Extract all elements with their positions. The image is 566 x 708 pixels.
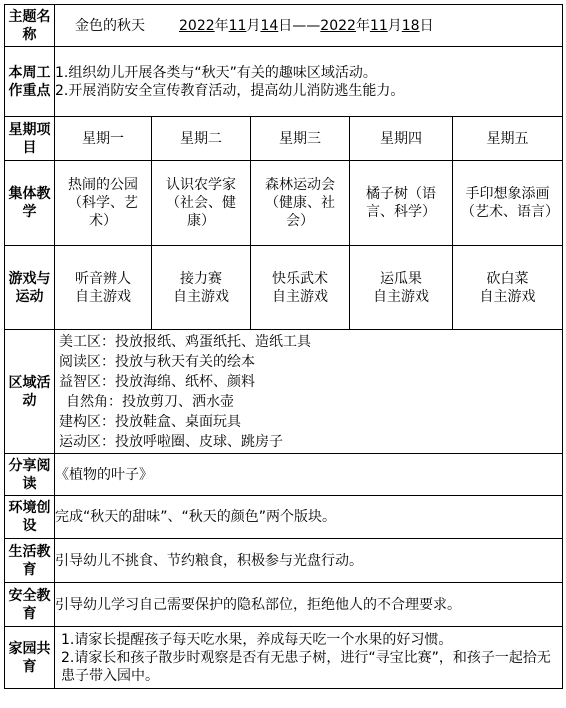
focus-content bbox=[55, 47, 563, 117]
weekday-label: 星期项目 bbox=[5, 117, 55, 161]
group-thursday: 橘子树（语言、科学） bbox=[350, 161, 453, 246]
family-item: 2.请家长和孩子散步时观察是否有无患子树，进行“寻宝比赛”，和孩子一起拾无患子带入园中。 bbox=[61, 649, 551, 684]
area-line: 阅读区：投放与秋天有关的绘本 bbox=[59, 353, 255, 370]
end-month: 11 bbox=[369, 17, 388, 34]
month-char: 月 bbox=[387, 17, 402, 34]
group-wednesday: 森林运动会（健康、社会） bbox=[251, 161, 350, 246]
games-row bbox=[5, 246, 563, 330]
game-type: 自主游戏 bbox=[75, 288, 131, 305]
areas-label: 区域活动 bbox=[5, 330, 55, 454]
day-tuesday: 星期二 bbox=[152, 117, 251, 161]
year-char: 年 bbox=[214, 17, 229, 34]
reading-row bbox=[5, 454, 563, 496]
weekday-row bbox=[5, 117, 563, 161]
day-friday: 星期五 bbox=[453, 117, 563, 161]
focus-row bbox=[5, 47, 563, 117]
focus-label: 本周工作重点 bbox=[5, 47, 55, 117]
day-monday: 星期一 bbox=[55, 117, 152, 161]
life-row bbox=[5, 539, 563, 583]
date-separator: 日—— bbox=[278, 17, 321, 34]
focus-item: 2.开展消防安全宣传教育活动，提高幼儿消防逃生能力。 bbox=[55, 82, 405, 99]
day-wednesday: 星期三 bbox=[251, 117, 350, 161]
start-year: 2022 bbox=[179, 17, 215, 34]
game-type: 自主游戏 bbox=[373, 288, 429, 305]
games-friday bbox=[453, 246, 563, 330]
day-char: 日 bbox=[419, 17, 434, 34]
games-thursday bbox=[350, 246, 453, 330]
end-day: 18 bbox=[401, 17, 420, 34]
game-name: 运瓜果 bbox=[380, 270, 422, 287]
family-row bbox=[5, 627, 563, 689]
day-thursday: 星期四 bbox=[350, 117, 453, 161]
family-content bbox=[55, 627, 563, 689]
game-name: 听音辨人 bbox=[75, 270, 131, 287]
area-line: 美工区：投放报纸、鸡蛋纸托、造纸工具 bbox=[59, 333, 311, 350]
family-label: 家园共育 bbox=[5, 627, 55, 689]
game-type: 自主游戏 bbox=[479, 288, 536, 305]
game-name: 砍白菜 bbox=[486, 270, 529, 287]
theme-row bbox=[5, 5, 563, 47]
game-type: 自主游戏 bbox=[173, 288, 229, 305]
group-monday: 热闹的公园（科学、艺术） bbox=[55, 161, 152, 246]
area-line: 益智区：投放海绵、纸杯、颜料 bbox=[59, 373, 255, 390]
weekly-plan-table bbox=[4, 4, 563, 689]
games-label: 游戏与运动 bbox=[5, 246, 55, 330]
environment-row bbox=[5, 496, 563, 539]
areas-row bbox=[5, 330, 563, 454]
life-label: 生活教育 bbox=[5, 539, 55, 583]
area-line: 建构区：投放鞋盒、桌面玩具 bbox=[59, 413, 241, 430]
theme-title: 金色的秋天 bbox=[75, 17, 145, 34]
area-line: 运动区：投放呼啦圈、皮球、跳房子 bbox=[59, 433, 283, 450]
start-month: 11 bbox=[228, 17, 247, 34]
game-type: 自主游戏 bbox=[272, 288, 328, 305]
environment-label: 环境创设 bbox=[5, 496, 55, 539]
games-wednesday bbox=[251, 246, 350, 330]
games-tuesday bbox=[152, 246, 251, 330]
reading-label: 分享阅读 bbox=[5, 454, 55, 496]
end-year: 2022 bbox=[320, 17, 356, 34]
family-item: 1.请家长提醒孩子每天吃水果，养成每天吃一个水果的好习惯。 bbox=[61, 631, 453, 648]
area-line: 自然角：投放剪刀、洒水壶 bbox=[66, 393, 234, 410]
group-tuesday: 认识农学家（社会、健康） bbox=[152, 161, 251, 246]
month-char: 月 bbox=[246, 17, 261, 34]
life-content: 引导幼儿不挑食、节约粮食，积极参与光盘行动。 bbox=[55, 539, 563, 583]
safety-content: 引导幼儿学习自己需要保护的隐私部位，拒绝他人的不合理要求。 bbox=[55, 583, 563, 627]
theme-content bbox=[55, 5, 563, 47]
theme-label: 主题名称 bbox=[5, 5, 55, 47]
group-friday: 手印想象添画（艺术、语言） bbox=[453, 161, 563, 246]
games-monday bbox=[55, 246, 152, 330]
environment-content: 完成“秋天的甜味”、“秋天的颜色”两个版块。 bbox=[55, 496, 563, 539]
start-day: 14 bbox=[260, 17, 279, 34]
game-name: 接力赛 bbox=[180, 270, 222, 287]
game-name: 快乐武术 bbox=[272, 270, 328, 287]
safety-row bbox=[5, 583, 563, 627]
areas-content bbox=[55, 330, 563, 454]
safety-label: 安全教育 bbox=[5, 583, 55, 627]
year-char: 年 bbox=[355, 17, 370, 34]
reading-content: 《植物的叶子》 bbox=[55, 454, 563, 496]
group-teaching-label: 集体教学 bbox=[5, 161, 55, 246]
group-teaching-row bbox=[5, 161, 563, 246]
focus-item: 1.组织幼儿开展各类与“秋天”有关的趣味区域活动。 bbox=[55, 64, 377, 81]
